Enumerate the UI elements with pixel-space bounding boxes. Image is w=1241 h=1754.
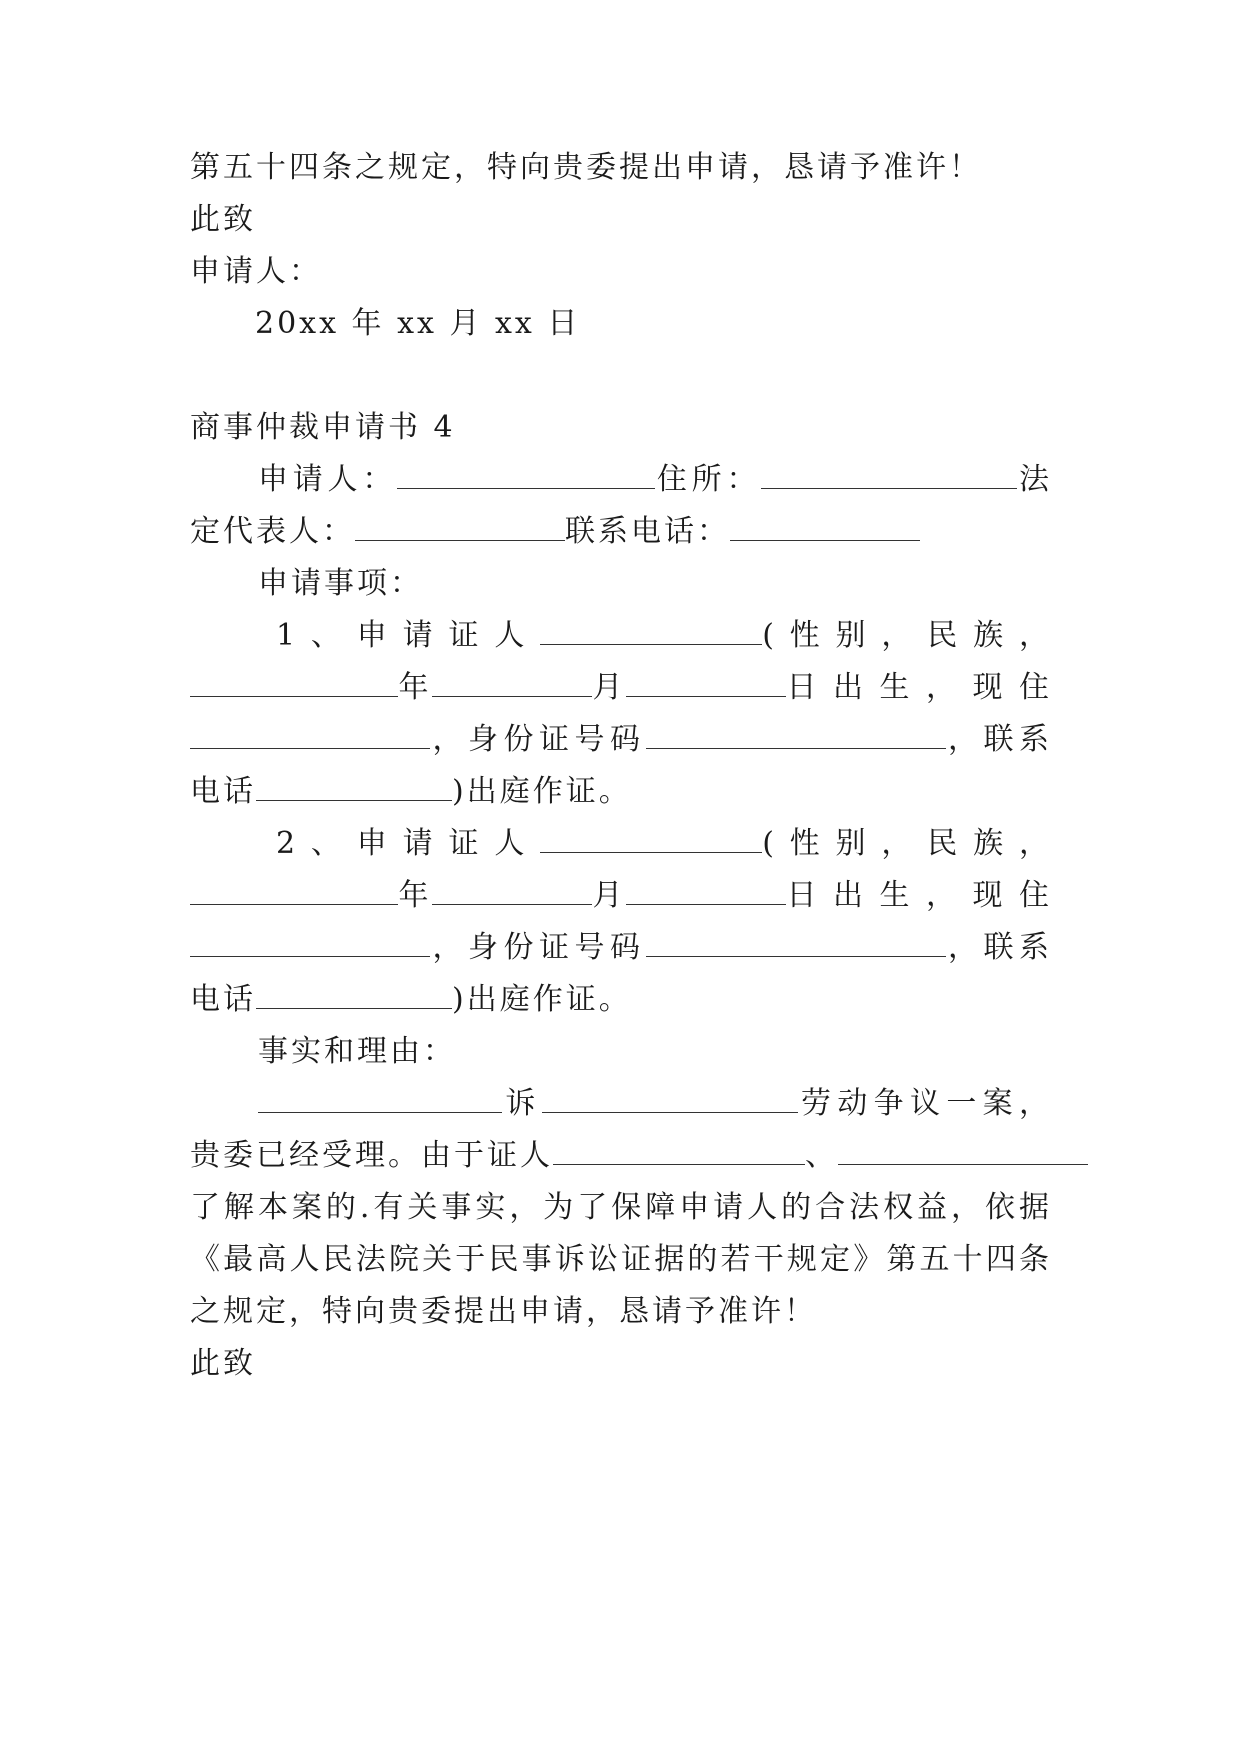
witness-b-blank[interactable] <box>838 1138 1088 1165</box>
item-number: 1 <box>276 618 299 653</box>
phone-blank[interactable] <box>730 514 920 541</box>
testify-text: )出庭作证。 <box>452 982 632 1017</box>
facts-line-1 <box>258 1084 1052 1124</box>
labor-dispute-text: 劳动争议一案， <box>797 1086 1053 1121</box>
year-text: 年 <box>398 878 432 913</box>
witness-1-line-1 <box>276 616 1052 656</box>
contact-text: ，联系 <box>945 722 1052 757</box>
date-line: 20xx 年 xx 月 xx 日 <box>255 306 581 341</box>
accepted-text: 贵委已经受理。由于证人 <box>190 1138 553 1173</box>
witness-name-blank[interactable] <box>540 618 762 645</box>
apply-witness-text: 申 请 证 人 <box>356 826 528 861</box>
ethnicity-blank[interactable] <box>190 670 398 697</box>
plaintiff-blank[interactable] <box>258 1086 502 1113</box>
legal-rep-prefix: 法 <box>1017 462 1053 497</box>
id-number-text: ，身份证号码 <box>430 930 646 965</box>
defendant-blank[interactable] <box>542 1086 798 1113</box>
legal-rep-label: 定代表人： <box>190 514 355 549</box>
born-current-text: 日 出 生 ， 现 住 <box>785 670 1053 705</box>
applicant-blank[interactable] <box>397 462 655 489</box>
section-title: 商事仲裁申请书 4 <box>190 410 456 445</box>
witness-1-line-4 <box>190 772 1052 812</box>
month-text: 月 <box>591 670 626 705</box>
salutation: 此致 <box>190 202 256 237</box>
witness-2-line-1 <box>276 824 1052 864</box>
item-separator: 、 <box>310 618 344 653</box>
residence-blank[interactable] <box>190 930 430 957</box>
apply-witness-text: 申 请 证 人 <box>356 618 528 653</box>
facts-label: 事实和理由： <box>258 1034 456 1069</box>
id-number-text: ，身份证号码 <box>430 722 646 757</box>
ethnicity-blank[interactable] <box>190 878 398 905</box>
witness-phone-blank[interactable] <box>256 774 452 801</box>
gender-ethnicity-text: ( 性 别 ， 民 族 ， <box>762 826 1053 861</box>
legal-rep-phone-line <box>190 512 1052 552</box>
paragraph-line: 第五十四条之规定，特向贵委提出申请，恳请予准许！ <box>190 150 982 185</box>
phone-label: 联系电话： <box>565 514 730 549</box>
month-blank[interactable] <box>626 670 786 697</box>
phone-text: 电话 <box>190 982 256 1017</box>
sue-text: 诉 <box>502 1086 542 1121</box>
address-label: 住所： <box>655 462 762 497</box>
id-number-blank[interactable] <box>646 930 946 957</box>
closing-salutation: 此致 <box>190 1346 256 1381</box>
item-separator: 、 <box>310 826 344 861</box>
witness-1-line-3 <box>190 720 1052 760</box>
year-blank[interactable] <box>432 878 592 905</box>
legal-rep-blank[interactable] <box>355 514 565 541</box>
witness-name-blank[interactable] <box>540 826 762 853</box>
phone-text: 电话 <box>190 774 256 809</box>
address-blank[interactable] <box>761 462 1017 489</box>
contact-text: ，联系 <box>945 930 1052 965</box>
request-items-label: 申请事项： <box>258 566 423 601</box>
born-current-text: 日 出 生 ， 现 住 <box>785 878 1053 913</box>
witness-a-blank[interactable] <box>553 1138 805 1165</box>
year-blank[interactable] <box>432 670 592 697</box>
facts-line-3: 了解本案的.有关事实，为了保障申请人的合法权益，依据 <box>190 1190 1052 1225</box>
testify-text: )出庭作证。 <box>452 774 632 809</box>
id-number-blank[interactable] <box>646 722 946 749</box>
witness-2-line-3 <box>190 928 1052 968</box>
facts-line-5: 之规定，特向贵委提出申请，恳请予准许！ <box>190 1294 817 1329</box>
month-text: 月 <box>591 878 626 913</box>
facts-line-4: 《最高人民法院关于民事诉讼证据的若干规定》第五十四条 <box>190 1242 1052 1277</box>
applicant-signature-label: 申请人： <box>190 254 322 289</box>
month-blank[interactable] <box>626 878 786 905</box>
applicant-label: 申请人： <box>258 462 398 497</box>
item-number: 2 <box>276 826 299 861</box>
year-text: 年 <box>398 670 432 705</box>
applicant-address-line <box>258 460 1052 500</box>
witness-2-line-2 <box>190 876 1052 916</box>
witness-phone-blank[interactable] <box>256 982 452 1009</box>
residence-blank[interactable] <box>190 722 430 749</box>
gender-ethnicity-text: ( 性 别 ， 民 族 ， <box>762 618 1053 653</box>
enum-comma: 、 <box>805 1138 838 1173</box>
witness-2-line-4 <box>190 980 1052 1020</box>
facts-line-2 <box>190 1136 1052 1176</box>
witness-1-line-2 <box>190 668 1052 708</box>
